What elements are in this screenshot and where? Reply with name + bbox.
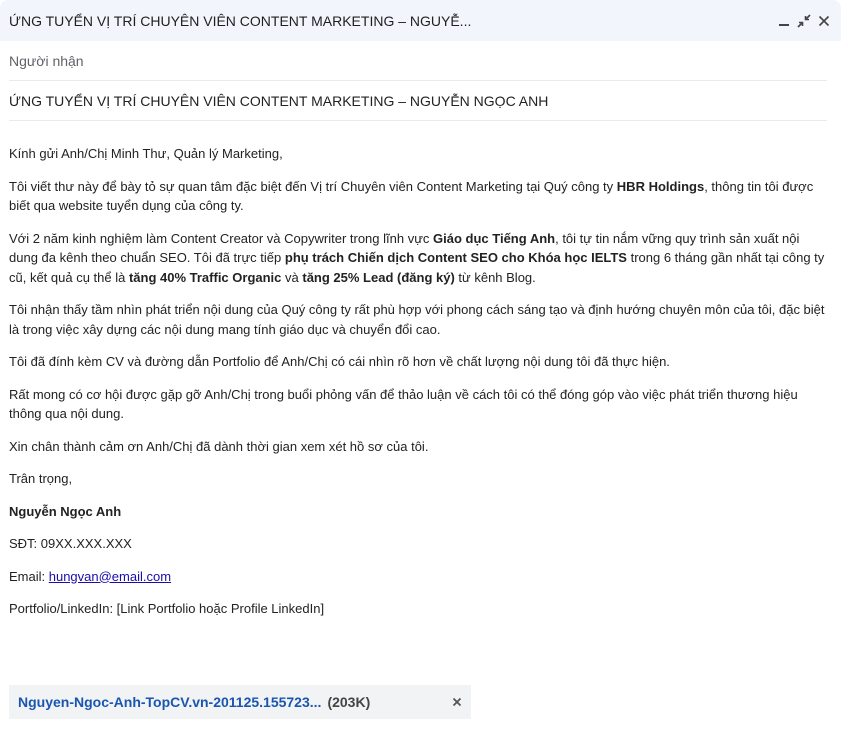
attachment-chip[interactable] bbox=[9, 685, 471, 719]
subject-text: ỨNG TUYỂN VỊ TRÍ CHUYÊN VIÊN CONTENT MARKETING – NGUYỄN NGỌC ANH bbox=[9, 92, 549, 109]
greeting: Kính gửi Anh/Chị Minh Thư, Quản lý Marketing, bbox=[9, 146, 283, 161]
close-icon[interactable] bbox=[817, 14, 831, 28]
window-title: ỨNG TUYỂN VỊ TRÍ CHUYÊN VIÊN CONTENT MARKETING – NGUYỄ... bbox=[9, 12, 472, 29]
lead-highlight: tăng 25% Lead (đăng ký) bbox=[302, 269, 455, 285]
remove-attachment-icon[interactable] bbox=[449, 694, 465, 710]
email-label: Email: bbox=[9, 568, 49, 584]
paragraph-experience bbox=[9, 229, 829, 288]
paragraph-thanks: Xin chân thành cảm ơn Anh/Chị đã dành thời gian xem xét hồ sơ của tôi. bbox=[9, 438, 429, 454]
compose-titlebar[interactable] bbox=[0, 0, 841, 41]
exit-fullscreen-icon[interactable] bbox=[797, 14, 811, 28]
field-highlight: Giáo dục Tiếng Anh bbox=[433, 230, 556, 246]
attachment-name[interactable]: Nguyen-Ngoc-Anh-TopCV.vn-201125.155723... bbox=[18, 694, 322, 710]
paragraph-interview: Rất mong có cơ hội được gặp gỡ Anh/Chị trong buổi phỏng vấn để thảo luận về cách tôi có thể đóng góp vào việc phát triển thương hiệu thông qua nội dung. bbox=[9, 386, 798, 421]
traffic-highlight: tăng 40% Traffic Organic bbox=[128, 269, 282, 285]
signature-portfolio: Portfolio/LinkedIn: [Link Portfolio hoặc Profile LinkedIn] bbox=[9, 601, 325, 616]
text-segment: từ kênh Blog. bbox=[454, 269, 536, 285]
recipients-field[interactable] bbox=[9, 41, 827, 81]
window-controls bbox=[777, 14, 831, 28]
text-segment: , tôi tự tin nắm vững quy trình sản xuất nội dung đa kênh theo chuẩn SEO. Tôi đã trực tiếp bbox=[9, 230, 800, 265]
attachment-size: (203K) bbox=[327, 694, 371, 710]
paragraph-attachment: Tôi đã đính kèm CV và đường dẫn Portfolio để Anh/Chị có cái nhìn rõ hơn về chất lượng nội dung tôi đã thực hiện. bbox=[9, 354, 670, 369]
text-segment: trong 6 tháng gần nhất tại công ty cũ, kết quả cụ thể là bbox=[9, 250, 825, 285]
message-body[interactable] bbox=[0, 121, 841, 619]
campaign-highlight: phụ trách Chiến dịch Content SEO cho Khóa học IELTS bbox=[284, 250, 627, 265]
text-segment: và bbox=[281, 269, 303, 285]
email-link[interactable]: hungvan@email.com bbox=[48, 568, 172, 584]
text-segment: , thông tin tôi được biết qua website tuyển dụng của công ty. bbox=[9, 178, 814, 213]
paragraph-vision: Tôi nhận thấy tầm nhìn phát triển nội dung của Quý công ty rất phù hợp với phong cách sáng tạo và định hướng chuyên môn của tôi, đặc biệt là trong việc xây dựng các nội dung mang tính giáo dục và chuyển đổi cao. bbox=[9, 302, 825, 337]
paragraph-intro bbox=[9, 177, 829, 216]
closing: Trân trọng, bbox=[9, 471, 73, 486]
signature-email bbox=[9, 567, 829, 587]
subject-field[interactable] bbox=[9, 81, 827, 121]
text-segment: Với 2 năm kinh nghiệm làm Content Creator và Copywriter trong lĩnh vực bbox=[9, 230, 434, 246]
text-segment: Tôi viết thư này để bày tỏ sự quan tâm đặc biệt đến Vị trí Chuyên viên Content Marketing tại Quý công ty bbox=[9, 178, 617, 194]
minimize-icon[interactable] bbox=[777, 14, 791, 28]
company-name: HBR Holdings bbox=[616, 178, 705, 194]
recipients-placeholder: Người nhận bbox=[9, 52, 84, 69]
signature-name bbox=[9, 502, 829, 522]
signature-phone: SĐT: 09XX.XXX.XXX bbox=[9, 536, 132, 551]
sender-name: Nguyễn Ngọc Anh bbox=[9, 503, 122, 519]
